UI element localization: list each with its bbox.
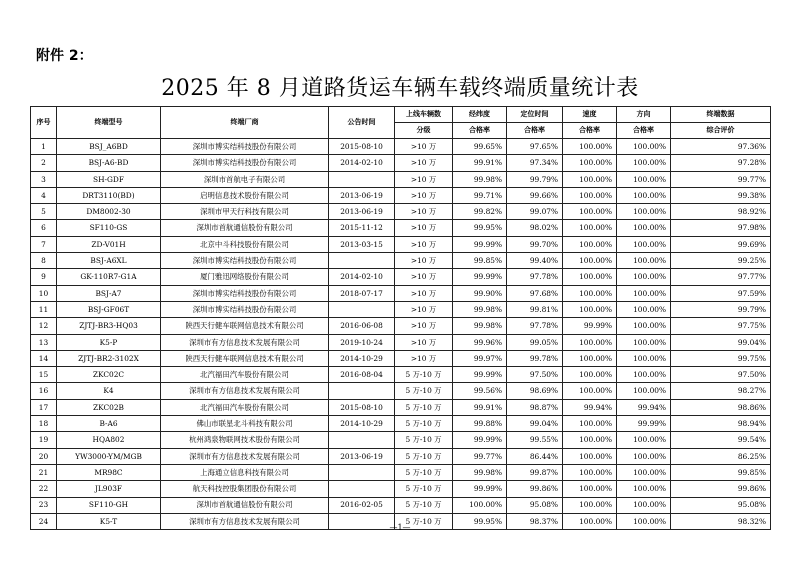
vehicle-tier: >10 万 [395, 285, 453, 301]
vehicle-tier: 5 万-10 万 [395, 481, 453, 497]
vehicle-tier: >10 万 [395, 155, 453, 171]
terminal-maker: 北京中斗科技股份有限公司 [161, 236, 329, 252]
terminal-maker: 深圳市博实结科技股份有限公司 [161, 139, 329, 155]
lonlat-rate: 99.65% [453, 139, 507, 155]
overall-rate: 99.25% [671, 253, 771, 269]
direction-rate: 100.00% [617, 383, 671, 399]
row-number: 6 [31, 220, 57, 236]
direction-rate: 100.00% [617, 513, 671, 529]
overall-rate: 97.98% [671, 220, 771, 236]
direction-rate: 100.00% [617, 497, 671, 513]
speed-rate: 99.94% [563, 399, 617, 415]
table-row [31, 171, 771, 187]
row-number: 14 [31, 350, 57, 366]
announce-date: 2014-02-10 [329, 269, 395, 285]
speed-rate: 100.00% [563, 448, 617, 464]
terminal-maker: 深圳市博实结科技股份有限公司 [161, 285, 329, 301]
terminal-maker: 厦门雅迅网络股份有限公司 [161, 269, 329, 285]
header-time-top: 定位时间 [507, 107, 563, 123]
row-number: 11 [31, 301, 57, 317]
lonlat-rate: 99.95% [453, 513, 507, 529]
terminal-maker: 深圳市首航电子有限公司 [161, 171, 329, 187]
lonlat-rate: 99.88% [453, 416, 507, 432]
lonlat-rate: 99.98% [453, 171, 507, 187]
header-tier-bottom: 分级 [395, 123, 453, 139]
vehicle-tier: 5 万-10 万 [395, 416, 453, 432]
time-rate: 97.78% [507, 318, 563, 334]
speed-rate: 100.00% [563, 301, 617, 317]
direction-rate: 100.00% [617, 481, 671, 497]
announce-date: 2019-10-24 [329, 334, 395, 350]
row-number: 22 [31, 481, 57, 497]
table-row [31, 139, 771, 155]
direction-rate: 100.00% [617, 171, 671, 187]
lonlat-rate: 99.85% [453, 253, 507, 269]
table-row [31, 432, 771, 448]
lonlat-rate: 99.99% [453, 481, 507, 497]
row-number: 20 [31, 448, 57, 464]
lonlat-rate: 99.99% [453, 269, 507, 285]
terminal-maker: 佛山市联星北斗科技有限公司 [161, 416, 329, 432]
direction-rate: 100.00% [617, 350, 671, 366]
lonlat-rate: 99.56% [453, 383, 507, 399]
lonlat-rate: 99.77% [453, 448, 507, 464]
row-number: 7 [31, 236, 57, 252]
terminal-model: BSJ_A6BD [57, 139, 161, 155]
terminal-maker: 深圳市首航通信股份有限公司 [161, 220, 329, 236]
direction-rate: 100.00% [617, 464, 671, 480]
table-row [31, 204, 771, 220]
speed-rate: 100.00% [563, 155, 617, 171]
header-tier-top: 上线车辆数 [395, 107, 453, 123]
table-row [31, 383, 771, 399]
vehicle-tier: >10 万 [395, 269, 453, 285]
row-number: 2 [31, 155, 57, 171]
vehicle-tier: 5 万-10 万 [395, 399, 453, 415]
time-rate: 95.08% [507, 497, 563, 513]
vehicle-tier: >10 万 [395, 334, 453, 350]
time-rate: 98.37% [507, 513, 563, 529]
vehicle-tier: 5 万-10 万 [395, 367, 453, 383]
lonlat-rate: 99.90% [453, 285, 507, 301]
announce-date [329, 171, 395, 187]
terminal-model: GK-110R7-G1A [57, 269, 161, 285]
direction-rate: 100.00% [617, 448, 671, 464]
terminal-model: HQA802 [57, 432, 161, 448]
overall-rate: 99.69% [671, 236, 771, 252]
header-speed-top: 速度 [563, 107, 617, 123]
speed-rate: 100.00% [563, 367, 617, 383]
header-lonlat-bottom: 合格率 [453, 123, 507, 139]
overall-rate: 98.32% [671, 513, 771, 529]
overall-rate: 98.92% [671, 204, 771, 220]
lonlat-rate: 99.71% [453, 187, 507, 203]
time-rate: 98.69% [507, 383, 563, 399]
table-row [31, 464, 771, 480]
speed-rate: 100.00% [563, 236, 617, 252]
header-dir-top: 方向 [617, 107, 671, 123]
lonlat-rate: 99.82% [453, 204, 507, 220]
quality-table [30, 106, 771, 530]
announce-date [329, 481, 395, 497]
announce-date: 2016-06-08 [329, 318, 395, 334]
table-row [31, 236, 771, 252]
overall-rate: 98.86% [671, 399, 771, 415]
row-number: 12 [31, 318, 57, 334]
terminal-maker: 深圳市有方信息技术发展有限公司 [161, 448, 329, 464]
table-row [31, 187, 771, 203]
time-rate: 99.79% [507, 171, 563, 187]
terminal-model: DM8002-30 [57, 204, 161, 220]
overall-rate: 99.54% [671, 432, 771, 448]
terminal-maker: 启明信息技术股份有限公司 [161, 187, 329, 203]
announce-date [329, 253, 395, 269]
direction-rate: 100.00% [617, 301, 671, 317]
table-row [31, 155, 771, 171]
lonlat-rate: 99.99% [453, 432, 507, 448]
lonlat-rate: 99.98% [453, 318, 507, 334]
overall-rate: 99.75% [671, 350, 771, 366]
speed-rate: 100.00% [563, 204, 617, 220]
overall-rate: 98.94% [671, 416, 771, 432]
terminal-maker: 深圳市首航通信股份有限公司 [161, 497, 329, 513]
speed-rate: 100.00% [563, 432, 617, 448]
lonlat-rate: 99.91% [453, 155, 507, 171]
speed-rate: 100.00% [563, 285, 617, 301]
lonlat-rate: 99.95% [453, 220, 507, 236]
time-rate: 99.07% [507, 204, 563, 220]
overall-rate: 97.50% [671, 367, 771, 383]
terminal-model: JL903F [57, 481, 161, 497]
announce-date: 2014-02-10 [329, 155, 395, 171]
overall-rate: 95.08% [671, 497, 771, 513]
overall-rate: 99.85% [671, 464, 771, 480]
header-eval-top: 终端数据 [671, 107, 771, 123]
direction-rate: 99.99% [617, 416, 671, 432]
row-number: 21 [31, 464, 57, 480]
time-rate: 99.86% [507, 481, 563, 497]
time-rate: 99.40% [507, 253, 563, 269]
terminal-model: SF110-GH [57, 497, 161, 513]
table-row [31, 318, 771, 334]
vehicle-tier: >10 万 [395, 301, 453, 317]
terminal-maker: 陕西天行健车联网信息技术有限公司 [161, 318, 329, 334]
attachment-label: 附件 2： [36, 48, 93, 64]
time-rate: 97.34% [507, 155, 563, 171]
speed-rate: 100.00% [563, 513, 617, 529]
header-eval-bottom: 综合评价 [671, 123, 771, 139]
speed-rate: 100.00% [563, 269, 617, 285]
direction-rate: 99.94% [617, 399, 671, 415]
header-no: 序号 [31, 107, 57, 139]
lonlat-rate: 99.96% [453, 334, 507, 350]
row-number: 5 [31, 204, 57, 220]
table-row [31, 350, 771, 366]
terminal-maker: 深圳市甲天行科技有限公司 [161, 204, 329, 220]
lonlat-rate: 99.91% [453, 399, 507, 415]
lonlat-rate: 99.99% [453, 367, 507, 383]
time-rate: 99.66% [507, 187, 563, 203]
terminal-model: K5-T [57, 513, 161, 529]
announce-date [329, 464, 395, 480]
vehicle-tier: 5 万-10 万 [395, 464, 453, 480]
announce-date [329, 432, 395, 448]
direction-rate: 100.00% [617, 204, 671, 220]
lonlat-rate: 99.99% [453, 236, 507, 252]
row-number: 17 [31, 399, 57, 415]
terminal-model: ZJTJ-BR3-HQ03 [57, 318, 161, 334]
overall-rate: 99.86% [671, 481, 771, 497]
terminal-model: K4 [57, 383, 161, 399]
speed-rate: 100.00% [563, 383, 617, 399]
announce-date: 2014-10-29 [329, 350, 395, 366]
speed-rate: 100.00% [563, 187, 617, 203]
table-row [31, 399, 771, 415]
vehicle-tier: >10 万 [395, 171, 453, 187]
table-row [31, 416, 771, 432]
announce-date: 2016-08-04 [329, 367, 395, 383]
vehicle-tier: >10 万 [395, 253, 453, 269]
page-number: —1— [389, 523, 411, 532]
row-number: 9 [31, 269, 57, 285]
table-row [31, 448, 771, 464]
speed-rate: 100.00% [563, 416, 617, 432]
table-body [31, 139, 771, 530]
announce-date: 2013-06-19 [329, 187, 395, 203]
lonlat-rate: 99.97% [453, 350, 507, 366]
table-row [31, 253, 771, 269]
table-header [31, 107, 771, 139]
vehicle-tier: 5 万-10 万 [395, 432, 453, 448]
speed-rate: 99.99% [563, 318, 617, 334]
terminal-model: B-A6 [57, 416, 161, 432]
row-number: 24 [31, 513, 57, 529]
header-dir-bottom: 合格率 [617, 123, 671, 139]
vehicle-tier: 5 万-10 万 [395, 448, 453, 464]
table-row [31, 334, 771, 350]
direction-rate: 100.00% [617, 334, 671, 350]
overall-rate: 97.77% [671, 269, 771, 285]
header-date: 公告时间 [329, 107, 395, 139]
vehicle-tier: 5 万-10 万 [395, 497, 453, 513]
speed-rate: 100.00% [563, 464, 617, 480]
terminal-model: MR98C [57, 464, 161, 480]
table-row [31, 481, 771, 497]
direction-rate: 100.00% [617, 432, 671, 448]
vehicle-tier: >10 万 [395, 350, 453, 366]
speed-rate: 100.00% [563, 139, 617, 155]
direction-rate: 100.00% [617, 187, 671, 203]
row-number: 4 [31, 187, 57, 203]
table-row [31, 220, 771, 236]
vehicle-tier: 5 万-10 万 [395, 383, 453, 399]
terminal-model: BSJ-A6XL [57, 253, 161, 269]
terminal-model: ZJTJ-BR2-3102X [57, 350, 161, 366]
terminal-maker: 深圳市有方信息技术发展有限公司 [161, 334, 329, 350]
direction-rate: 100.00% [617, 236, 671, 252]
row-number: 1 [31, 139, 57, 155]
time-rate: 99.70% [507, 236, 563, 252]
vehicle-tier: >10 万 [395, 204, 453, 220]
vehicle-tier: 5 万-10 万 [395, 513, 453, 529]
time-rate: 97.50% [507, 367, 563, 383]
speed-rate: 100.00% [563, 220, 617, 236]
time-rate: 99.87% [507, 464, 563, 480]
table-row [31, 497, 771, 513]
terminal-model: ZKC02C [57, 367, 161, 383]
announce-date: 2014-10-29 [329, 416, 395, 432]
speed-rate: 100.00% [563, 171, 617, 187]
announce-date: 2015-08-10 [329, 139, 395, 155]
speed-rate: 100.00% [563, 481, 617, 497]
terminal-maker: 深圳市有方信息技术发展有限公司 [161, 513, 329, 529]
time-rate: 97.65% [507, 139, 563, 155]
announce-date [329, 383, 395, 399]
direction-rate: 100.00% [617, 253, 671, 269]
overall-rate: 99.38% [671, 187, 771, 203]
speed-rate: 100.00% [563, 253, 617, 269]
time-rate: 97.68% [507, 285, 563, 301]
speed-rate: 100.00% [563, 334, 617, 350]
vehicle-tier: >10 万 [395, 220, 453, 236]
terminal-maker: 深圳市博实结科技股份有限公司 [161, 253, 329, 269]
terminal-maker: 陕西天行健车联网信息技术有限公司 [161, 350, 329, 366]
time-rate: 99.04% [507, 416, 563, 432]
row-number: 10 [31, 285, 57, 301]
direction-rate: 100.00% [617, 367, 671, 383]
terminal-model: BSJ-A6-BD [57, 155, 161, 171]
terminal-model: SF110-GS [57, 220, 161, 236]
overall-rate: 97.75% [671, 318, 771, 334]
speed-rate: 100.00% [563, 497, 617, 513]
vehicle-tier: >10 万 [395, 318, 453, 334]
overall-rate: 97.36% [671, 139, 771, 155]
row-number: 15 [31, 367, 57, 383]
header-time-bottom: 合格率 [507, 123, 563, 139]
lonlat-rate: 99.98% [453, 464, 507, 480]
row-number: 23 [31, 497, 57, 513]
table-row [31, 301, 771, 317]
announce-date: 2018-07-17 [329, 285, 395, 301]
terminal-model: K5-P [57, 334, 161, 350]
table-row [31, 367, 771, 383]
terminal-maker: 杭州鸿泉物联网技术股份有限公司 [161, 432, 329, 448]
announce-date [329, 301, 395, 317]
header-speed-bottom: 合格率 [563, 123, 617, 139]
overall-rate: 98.27% [671, 383, 771, 399]
row-number: 13 [31, 334, 57, 350]
speed-rate: 100.00% [563, 350, 617, 366]
terminal-model: DRT3110(BD) [57, 187, 161, 203]
vehicle-tier: >10 万 [395, 139, 453, 155]
announce-date: 2016-02-05 [329, 497, 395, 513]
terminal-maker: 深圳市有方信息技术发展有限公司 [161, 383, 329, 399]
direction-rate: 100.00% [617, 269, 671, 285]
terminal-maker: 深圳市博实结科技股份有限公司 [161, 301, 329, 317]
lonlat-rate: 99.98% [453, 301, 507, 317]
direction-rate: 100.00% [617, 220, 671, 236]
header-model: 终端型号 [57, 107, 161, 139]
time-rate: 99.78% [507, 350, 563, 366]
terminal-maker: 北汽福田汽车股份有限公司 [161, 367, 329, 383]
overall-rate: 99.79% [671, 301, 771, 317]
row-number: 16 [31, 383, 57, 399]
terminal-model: BSJ-A7 [57, 285, 161, 301]
direction-rate: 100.00% [617, 155, 671, 171]
terminal-maker: 深圳市博实结科技股份有限公司 [161, 155, 329, 171]
page-title: 2025 年 8 月道路货运车辆车载终端质量统计表 [161, 76, 639, 101]
overall-rate: 86.25% [671, 448, 771, 464]
header-maker: 终端厂商 [161, 107, 329, 139]
terminal-maker: 航天科技控股集团股份有限公司 [161, 481, 329, 497]
announce-date: 2015-08-10 [329, 399, 395, 415]
time-rate: 97.78% [507, 269, 563, 285]
lonlat-rate: 100.00% [453, 497, 507, 513]
announce-date: 2015-11-12 [329, 220, 395, 236]
direction-rate: 100.00% [617, 285, 671, 301]
row-number: 3 [31, 171, 57, 187]
direction-rate: 100.00% [617, 139, 671, 155]
direction-rate: 100.00% [617, 318, 671, 334]
terminal-model: BSJ-GF06T [57, 301, 161, 317]
time-rate: 86.44% [507, 448, 563, 464]
announce-date: 2013-06-19 [329, 448, 395, 464]
announce-date: 2013-03-15 [329, 236, 395, 252]
overall-rate: 97.28% [671, 155, 771, 171]
terminal-maker: 上海通立信息科技有限公司 [161, 464, 329, 480]
row-number: 8 [31, 253, 57, 269]
overall-rate: 99.77% [671, 171, 771, 187]
terminal-model: ZD-V01H [57, 236, 161, 252]
terminal-model: YW3000-YM/MGB [57, 448, 161, 464]
overall-rate: 97.59% [671, 285, 771, 301]
table-row [31, 269, 771, 285]
overall-rate: 99.04% [671, 334, 771, 350]
time-rate: 99.55% [507, 432, 563, 448]
time-rate: 98.02% [507, 220, 563, 236]
announce-date: 2013-06-19 [329, 204, 395, 220]
header-lonlat-top: 经纬度 [453, 107, 507, 123]
row-number: 18 [31, 416, 57, 432]
terminal-model: SH-GDF [57, 171, 161, 187]
vehicle-tier: >10 万 [395, 236, 453, 252]
row-number: 19 [31, 432, 57, 448]
time-rate: 98.87% [507, 399, 563, 415]
table-row [31, 285, 771, 301]
terminal-model: ZKC02B [57, 399, 161, 415]
time-rate: 99.81% [507, 301, 563, 317]
time-rate: 99.05% [507, 334, 563, 350]
vehicle-tier: >10 万 [395, 187, 453, 203]
terminal-maker: 北汽福田汽车股份有限公司 [161, 399, 329, 415]
